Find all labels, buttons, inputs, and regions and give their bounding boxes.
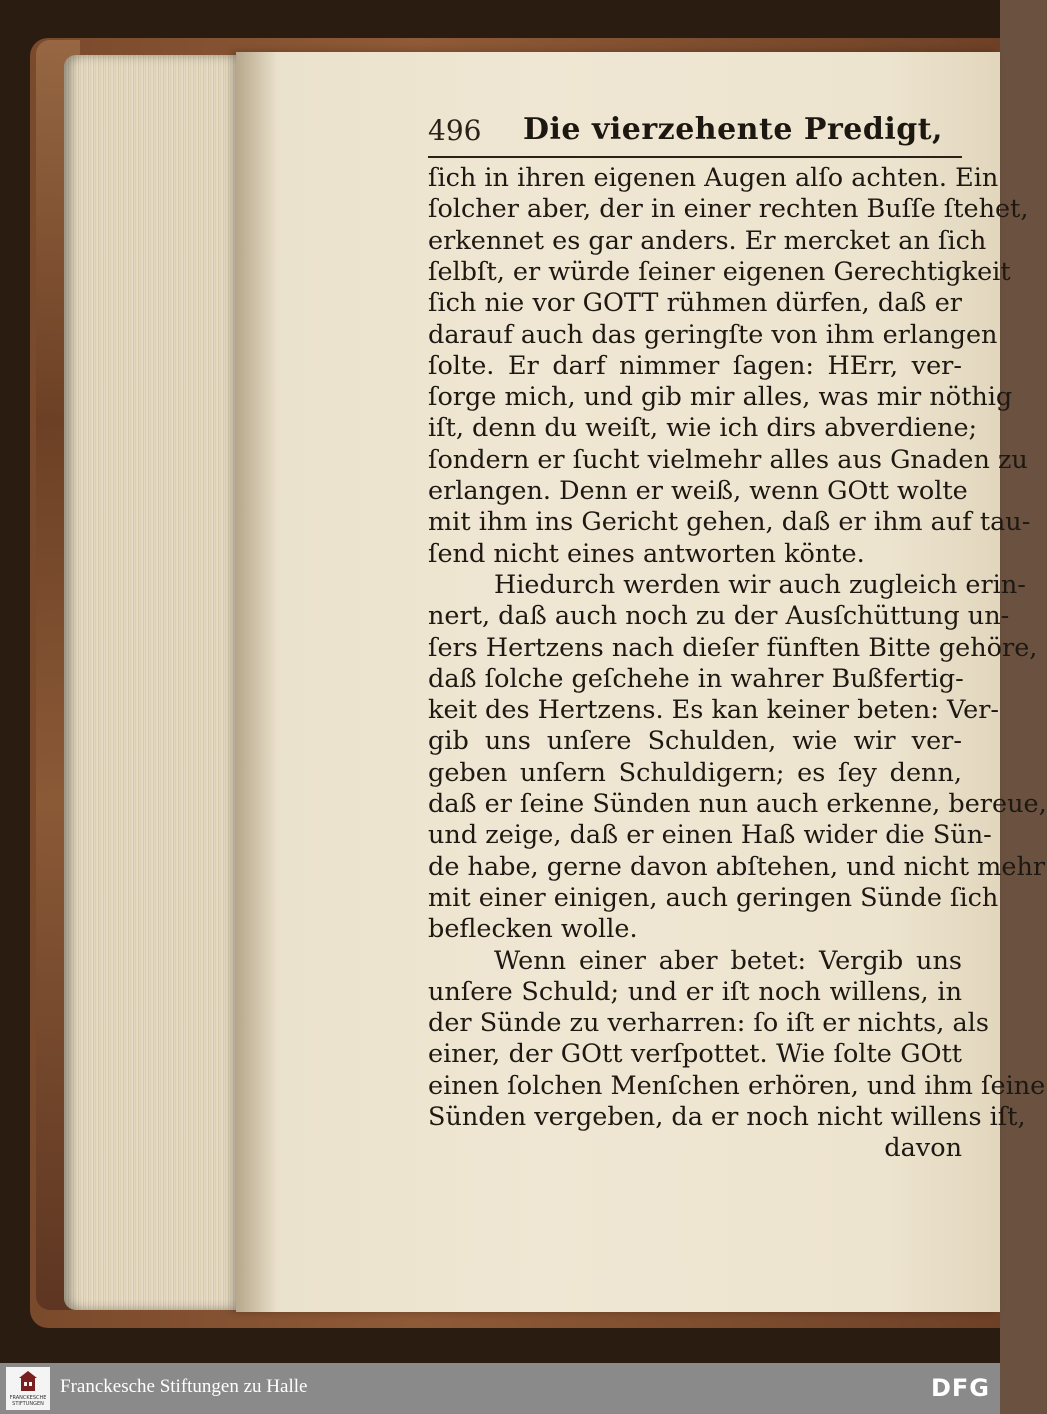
catchword: davon <box>884 1133 962 1164</box>
text-line: Sünden vergeben, da er noch nicht willens iſt, <box>428 1102 1026 1132</box>
text-line: gib uns unſere Schulden, wie wir ver- <box>428 726 962 757</box>
text-line: nert, daß auch noch zu der Ausſchüttung un- <box>428 601 1010 632</box>
text-line: der Sünde zu verharren: ſo iſt er nichts, als <box>428 1008 989 1039</box>
text-line: iſt, denn du weiſt, wie ich dirs abverdiene; <box>428 413 978 444</box>
text-line: darauf auch das geringſte von ihm erlangen <box>428 319 998 350</box>
text-line: daß ſolche geſchehe in wahrer Bußfertig- <box>428 663 964 694</box>
page-edges <box>64 55 249 1310</box>
text-line: erkennet es gar anders. Er mercket an ſich <box>428 225 987 256</box>
text-line: ſondern er ſucht vielmehr alles aus Gnaden zu <box>428 444 1028 475</box>
text-line: ſich nie vor GOTT rühmen dürfen, daß er <box>428 288 962 319</box>
text-line: keit des Hertzens. Es kan keiner beten: Ver- <box>428 695 1000 726</box>
page-header <box>428 108 960 156</box>
page-number: 496 <box>428 114 482 147</box>
logo-text: FRANCKESCHE STIFTUNGEN <box>9 1395 47 1407</box>
text-line: geben unſern Schuldigern; es ſey denn, <box>428 757 962 788</box>
gutter-shadow <box>236 52 276 1312</box>
text-line: ſich in ihren eigenen Augen alſo achten. Ein <box>428 163 999 193</box>
text-line: mit ihm ins Gericht gehen, daß er ihm auf tau- <box>428 507 1031 538</box>
text-line: mit einer einigen, auch geringen Sünde ſich <box>428 882 999 913</box>
footer-bar <box>0 1363 1000 1414</box>
franckesche-logo <box>6 1367 50 1410</box>
header-rule <box>428 156 962 158</box>
text-line: und zeige, daß er einen Haß wider die Sün- <box>428 820 992 851</box>
text-line: Hiedurch werden wir auch zugleich erin- <box>494 569 1026 600</box>
text-line: unſere Schuld; und er iſt noch willens, in <box>428 976 962 1007</box>
text-line: ſolte. Er darf nimmer ſagen: HErr, ver- <box>428 350 962 381</box>
running-title: Die vierzehente Predigt, <box>523 112 943 147</box>
text-line: ſend nicht eines antworten könte. <box>428 538 865 569</box>
text-line: ſers Hertzens nach dieſer fünften Bitte gehöre, <box>428 632 1038 663</box>
text-line: erlangen. Denn er weiß, wenn GOtt wolte <box>428 476 968 506</box>
building-icon <box>19 1371 37 1393</box>
text-line: einer, der GOtt verſpottet. Wie ſolte GOtt <box>428 1039 962 1070</box>
text-line: ſorge mich, und gib mir alles, was mir nöthig <box>428 382 1013 413</box>
text-line: ſolcher aber, der in einer rechten Buſſe ſtehet, <box>428 194 1029 225</box>
text-line: beflecken wolle. <box>428 914 638 945</box>
text-line: de habe, gerne davon abſtehen, und nicht mehr <box>428 851 1046 882</box>
text-line: Wenn einer aber betet: Vergib uns <box>494 945 962 976</box>
text-line: einen ſolchen Menſchen erhören, und ihm ſeine <box>428 1070 1046 1101</box>
text-line: daß er ſeine Sünden nun auch erkenne, bereue, <box>428 789 1047 819</box>
text-line: ſelbſt, er würde ſeiner eigenen Gerechtigkeit <box>428 256 1011 287</box>
institution-name: Franckesche Stiftungen zu Halle <box>60 1376 308 1397</box>
dfg-logo: DFG <box>930 1374 990 1402</box>
